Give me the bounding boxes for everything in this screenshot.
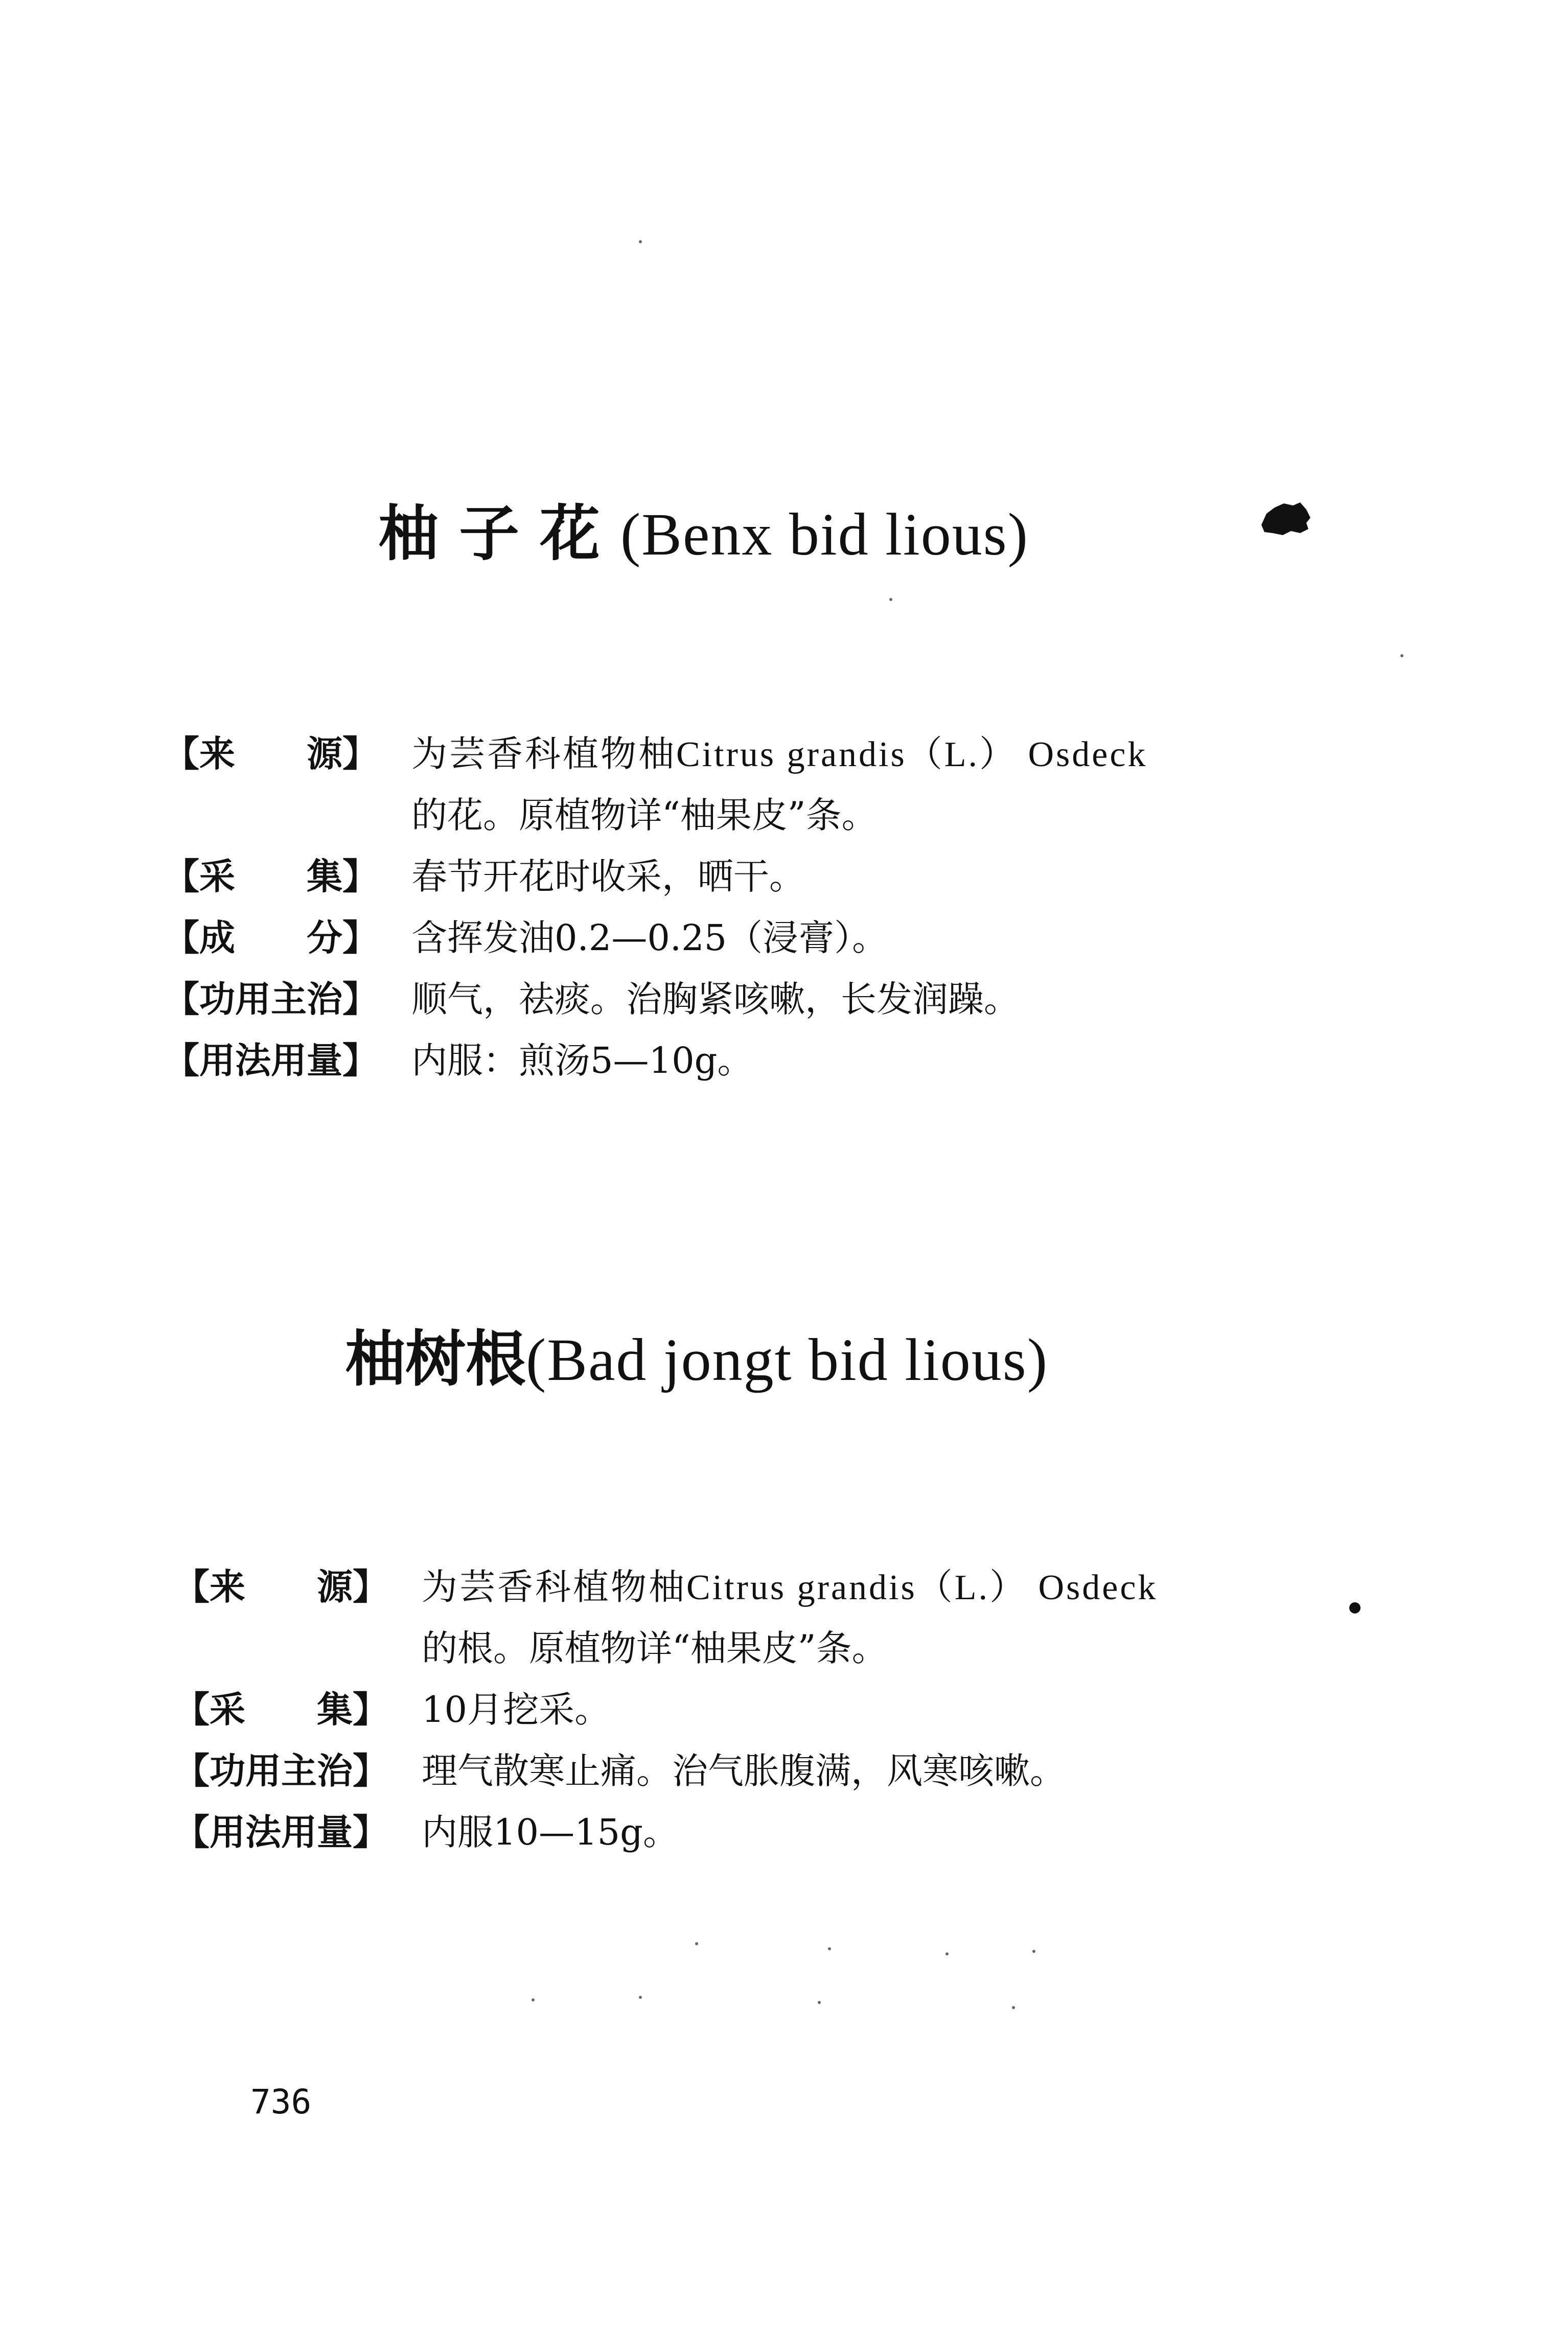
field-value: 含挥发油0.2—0.25（浸膏）。 bbox=[411, 917, 888, 959]
field-label: 【来 源】 bbox=[174, 1566, 388, 1608]
field-label: 【采 集】 bbox=[164, 856, 378, 897]
field-label: 【采 集】 bbox=[174, 1689, 388, 1731]
field-value-continuation: 的花。原植物详“柚果皮”条。 bbox=[411, 794, 878, 836]
entry-title-latin: (Bad jongt bid lious) bbox=[526, 1326, 1049, 1393]
field-value: 10月挖采。 bbox=[422, 1689, 611, 1731]
field-value: 为芸香科植物柚Citrus grandis（L.） Osdeck bbox=[422, 1568, 1158, 1607]
scan-speck bbox=[1032, 1950, 1035, 1953]
scan-speck bbox=[695, 1942, 698, 1945]
field-indications bbox=[174, 1750, 1066, 1792]
field-value-continuation: 的根。原植物详“柚果皮”条。 bbox=[422, 1627, 888, 1669]
field-collection bbox=[174, 1689, 611, 1731]
scan-speck bbox=[532, 1998, 535, 2001]
field-dosage bbox=[164, 1040, 753, 1081]
field-label: 【来 源】 bbox=[164, 733, 378, 775]
field-value: 顺气，祛痰。治胸紧咳嗽，长发润躁。 bbox=[411, 978, 1020, 1020]
field-collection bbox=[164, 856, 805, 897]
field-dosage bbox=[174, 1811, 679, 1853]
scan-speck bbox=[818, 2001, 821, 2004]
scan-speck bbox=[828, 1947, 831, 1950]
field-value: 为芸香科植物柚Citrus grandis（L.） Osdeck bbox=[411, 735, 1148, 774]
field-composition bbox=[164, 917, 888, 959]
entry-title-pomelo-root bbox=[345, 1324, 1049, 1394]
scan-speck bbox=[889, 598, 892, 601]
ink-dot-icon bbox=[1349, 1602, 1361, 1614]
page-number: 736 bbox=[250, 2082, 312, 2122]
entry-title-latin: (Benx bid lious) bbox=[620, 501, 1029, 568]
ink-blot-icon bbox=[1257, 498, 1313, 539]
field-value: 春节开花时收采，晒干。 bbox=[411, 856, 805, 897]
scan-speck bbox=[639, 1996, 642, 1999]
field-label: 【用法用量】 bbox=[174, 1811, 388, 1853]
entry-title-chinese: 柚子花 bbox=[378, 498, 621, 569]
field-label: 【成 分】 bbox=[164, 917, 378, 959]
entry-title-pomelo-flower bbox=[378, 498, 1029, 569]
scan-speck bbox=[639, 240, 642, 243]
scan-speck bbox=[1400, 654, 1403, 657]
field-label: 【功用主治】 bbox=[174, 1750, 388, 1792]
field-indications bbox=[164, 978, 1020, 1020]
field-label: 【用法用量】 bbox=[164, 1040, 378, 1081]
field-source bbox=[174, 1566, 1158, 1608]
field-value: 内服：煎汤5—10g。 bbox=[411, 1040, 753, 1081]
field-value: 理气散寒止痛。治气胀腹满，风寒咳嗽。 bbox=[422, 1750, 1066, 1792]
field-value: 内服10—15g。 bbox=[422, 1811, 679, 1853]
scan-speck bbox=[946, 1952, 949, 1955]
entry-title-chinese: 柚树根 bbox=[345, 1324, 526, 1394]
field-source bbox=[164, 733, 1148, 775]
field-label: 【功用主治】 bbox=[164, 978, 378, 1020]
scan-speck bbox=[1012, 2006, 1015, 2009]
